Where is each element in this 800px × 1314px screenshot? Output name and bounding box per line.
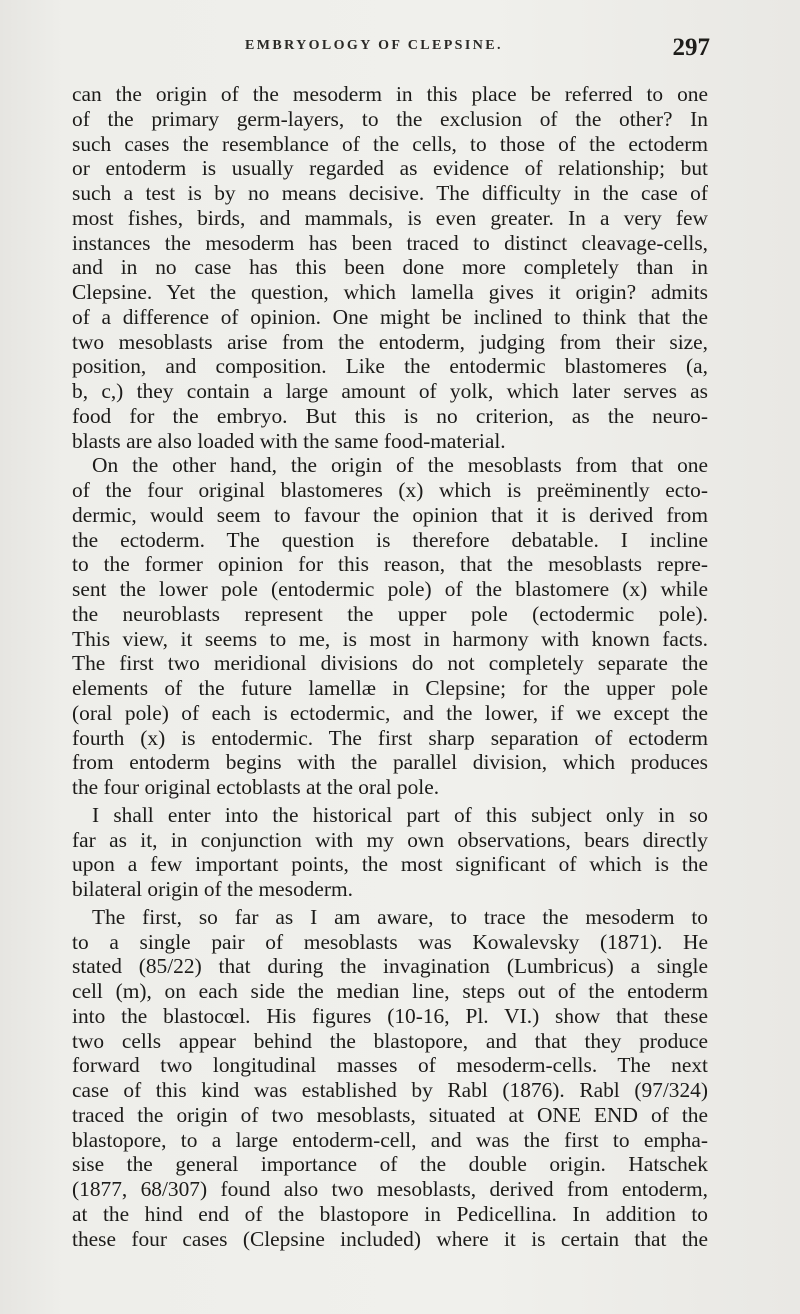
text-line: On the other hand, the origin of the mesoblasts from that one [92, 453, 708, 478]
running-title: EMBRYOLOGY OF CLEPSINE. [245, 38, 503, 53]
text-line: at the hind end of the blastopore in Pedicellina. In addition to [72, 1201, 708, 1226]
page-number: 297 [672, 34, 710, 61]
text-line: such a test is by no means decisive. The difficulty in the case of [72, 181, 708, 205]
text-line: case of this kind was established by Rabl (1876). Rabl (97/324) [72, 1078, 708, 1102]
paragraph [72, 905, 708, 1252]
text-line: dermic, would seem to favour the opinion that it is derived from [72, 502, 708, 527]
text-line: stated (85/22) that during the invagination (Lumbricus) a single [72, 954, 708, 979]
text-line: position, and composition. Like the entodermic blastomeres (a, [72, 354, 708, 379]
text-line: two cells appear behind the blastopore, and that they produce [72, 1028, 708, 1053]
page-header [70, 34, 710, 68]
text-line: Clepsine. Yet the question, which lamella gives it origin? admits [72, 280, 708, 304]
text-line: and in no case has this been done more completely than in [72, 255, 708, 280]
text-line: blastopore, to a large entoderm-cell, and was the first to empha- [72, 1127, 708, 1152]
paragraph [72, 82, 708, 453]
text-line: of the four original blastomeres (x) which is preëminently ecto- [72, 478, 708, 502]
text-line: forward two longitudinal masses of mesoderm-cells. The next [72, 1053, 708, 1078]
text-line: the neuroblasts represent the upper pole (ectodermic pole). [72, 601, 708, 626]
text-line: upon a few important points, the most significant of which is the [72, 852, 708, 877]
text-line: of a difference of opinion. One might be inclined to think that the [72, 304, 708, 329]
text-line: such cases the resemblance of the cells, to those of the ectoderm [72, 131, 708, 156]
text-line: of the primary germ-layers, to the exclusion of the other? In [72, 106, 708, 131]
text-line: the ectoderm. The question is therefore debatable. I incline [72, 527, 708, 552]
text-line: The first, so far as I am aware, to trace the mesoderm to [92, 904, 708, 929]
text-line: the four original ectoblasts at the oral pole. [72, 775, 440, 799]
text-line: these four cases (Clepsine included) where it is certain that the [72, 1226, 708, 1251]
text-line: b, c,) they contain a large amount of yolk, which later serves as [72, 379, 708, 403]
text-line: fourth (x) is entodermic. The first sharp separation of ectoderm [72, 725, 708, 750]
text-line: blasts are also loaded with the same food-material. [72, 428, 506, 453]
text-line: This view, it seems to me, is most in harmony with known facts. [72, 626, 708, 651]
text-line: sise the general importance of the double origin. Hatschek [72, 1152, 708, 1177]
text-line: The first two meridional divisions do not completely separate the [72, 651, 708, 676]
text-line: (oral pole) of each is ectodermic, and the lower, if we except the [72, 700, 708, 725]
paragraph [72, 803, 708, 902]
text-line: to the former opinion for this reason, that the mesoblasts repre- [72, 552, 708, 577]
text-line: (1877, 68/307) found also two mesoblasts, derived from entoderm, [72, 1177, 708, 1201]
text-line: I shall enter into the historical part of this subject only in so [92, 802, 708, 827]
text-line: to a single pair of mesoblasts was Kowalevsky (1871). He [72, 929, 708, 954]
text-line: cell (m), on each side the median line, steps out of the entoderm [72, 979, 708, 1003]
text-line: from entoderm begins with the parallel division, which produces [72, 750, 708, 775]
text-line: food for the embryo. But this is no criterion, as the neuro- [72, 403, 708, 428]
text-line: into the blastocœl. His figures (10-16, Pl. VI.) show that these [72, 1003, 708, 1028]
text-line: far as it, in conjunction with my own observations, bears directly [72, 827, 708, 852]
text-line: instances the mesoderm has been traced to distinct cleavage-cells, [72, 230, 708, 255]
text-line: sent the lower pole (entodermic pole) of the blastomere (x) while [72, 577, 708, 601]
text-line: traced the origin of two mesoblasts, situated at ONE END of the [72, 1102, 708, 1127]
text-line: bilateral origin of the mesoderm. [72, 877, 353, 901]
body-text [72, 82, 708, 1251]
text-line: most fishes, birds, and mammals, is even greater. In a very few [72, 205, 708, 230]
text-line: or entoderm is usually regarded as evidence of relationship; but [72, 156, 708, 181]
text-line: can the origin of the mesoderm in this place be referred to one [72, 82, 708, 106]
paragraph [72, 453, 708, 800]
text-line: elements of the future lamellæ in Clepsine; for the upper pole [72, 676, 708, 700]
text-line: two mesoblasts arise from the entoderm, judging from their size, [72, 329, 708, 354]
